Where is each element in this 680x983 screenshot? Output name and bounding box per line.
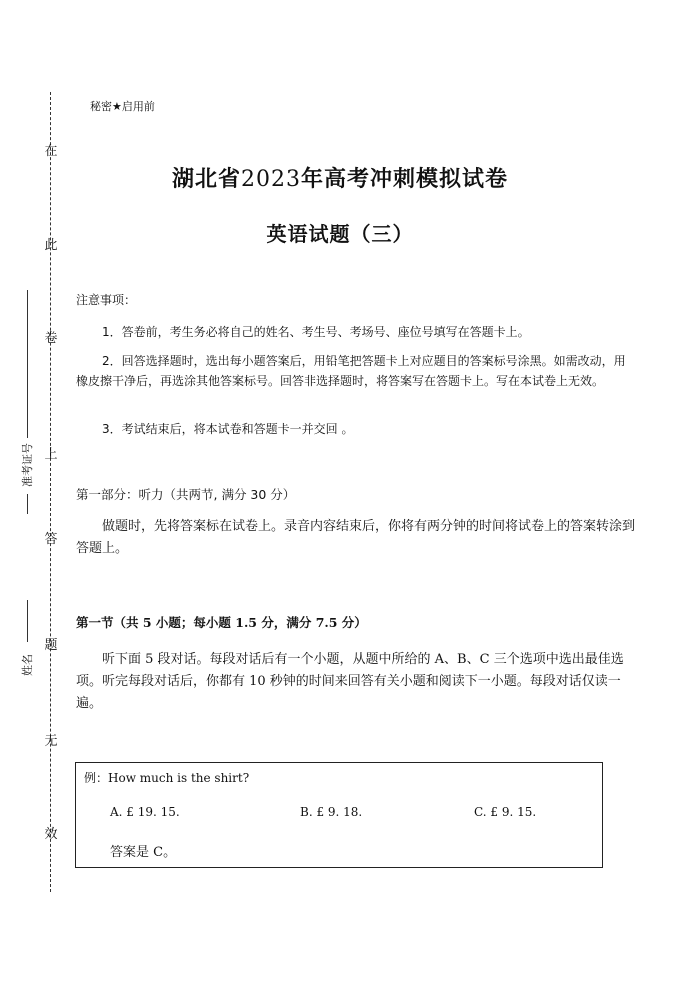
note-item: 2．回答选择题时，选出每小题答案后，用铅笔把答题卡上对应题目的答案标号涂黑。如需改动，用橡皮擦干净后，再选涂其他答案标号。回答非选择题时，将答案写在答题卡上。写在本试卷上无效。 (76, 354, 626, 388)
exam-id-line (27, 290, 28, 438)
margin-char: 答 (44, 532, 58, 547)
example-option-c: C. £ 9. 15. (474, 805, 537, 819)
example-option-a: A. £ 19. 15. (110, 805, 180, 819)
margin-char: 上 (44, 447, 58, 462)
title-prefix: 湖北省 (171, 166, 241, 192)
notes-heading: 注意事项： (76, 293, 137, 307)
exam-id-line-lower (27, 494, 28, 514)
margin-char: 卷 (44, 331, 58, 346)
note-item: 3．考试结束后，将本试卷和答题卡一并交回 。 (102, 422, 354, 436)
margin-char: 无 (44, 734, 58, 749)
name-line (27, 600, 28, 642)
example-question: 例：How much is the shirt? (84, 771, 250, 785)
part1-title: 第一部分：听力（共两节, 满分 30 分） (76, 487, 296, 502)
margin-char: 此 (44, 238, 58, 253)
section1-instruction: 听下面 5 段对话。每段对话后有一个小题，从题中所给的 A、B、C 三个选项中选出最佳选项。听完每段对话后，你都有 10 秒钟的时间来回答有关小题和阅读下一小题。每段对话仅读一遍。 (76, 652, 624, 711)
part1-instruction: 做题时，先将答案标在试卷上。录音内容结束后，你将有两分钟的时间将试卷上的答案转涂到答题上。 (76, 519, 636, 556)
name-label: 姓名 (21, 654, 34, 676)
page-title (0, 162, 680, 193)
title-suffix: 年高考冲刺模拟试卷 (301, 166, 509, 192)
margin-char: 在 (44, 144, 58, 159)
example-answer: 答案是 C。 (110, 845, 177, 860)
section1-title: 第一节（共 5 小题；每小题 1.5 分，满分 7.5 分） (76, 615, 367, 630)
example-option-b: B. £ 9. 18. (300, 805, 363, 819)
secret-label: 秘密★启用前 (90, 100, 155, 113)
page-subtitle: 英语试题（三） (266, 222, 414, 246)
margin-char: 题 (44, 638, 58, 653)
example-box (75, 762, 603, 868)
title-year: 2023 (241, 167, 301, 192)
exam-id-label: 准考证号 (21, 443, 34, 487)
margin-char: 效 (44, 827, 58, 842)
note-item: 1．答卷前，考生务必将自己的姓名、考生号、考场号、座位号填写在答题卡上。 (102, 325, 530, 339)
binding-dashed-line (50, 92, 51, 892)
